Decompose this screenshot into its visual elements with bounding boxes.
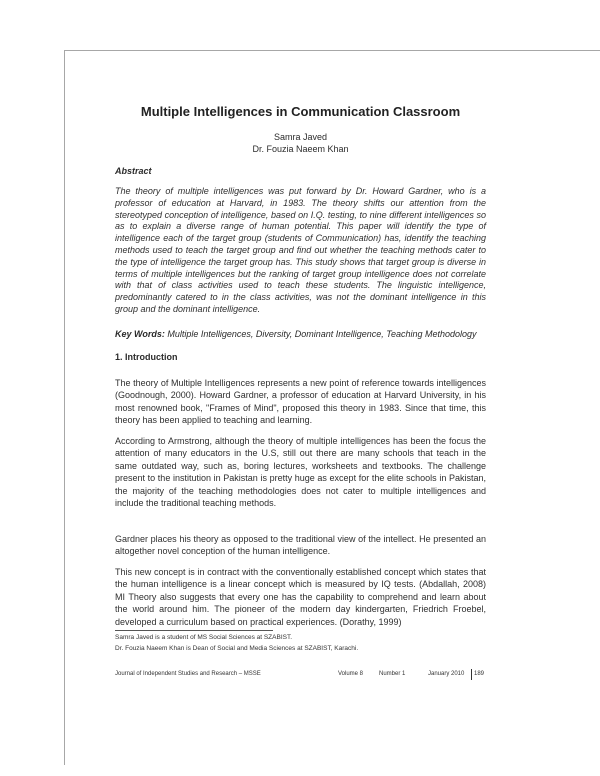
abstract-text: The theory of multiple intelligences was put forward by Dr. Howard Gardner, who is a professor of education at Harvard, in 1983. The theory shifts our attention from the stereotyped conception of intelligence, based on I.Q. testing, to nine different intelligences so as to explain a diverse range of human potential. This paper will identify the type of intelligence each of the target group (students of Communication) has, identify the teaching methods used to teach the target group and find out whether the teaching methods cater to the type of intelligence the target group has. This study shows that target group is diverse in terms of multiple intelligences but the ranking of target group intelligence does not correlate with that of class activities used to teach these students. The linguistic intelligence, predominantly catered to in the class activities, was not the dominant intelligence in this group and the dominant intelligence.: [115, 186, 486, 314]
footer-separator: [471, 669, 472, 680]
page-title: Multiple Intelligences in Communication Classroom: [140, 104, 461, 119]
footnote-rule: [115, 630, 273, 631]
author-name: Dr. Fouzia Naeem Khan: [252, 144, 349, 154]
paragraph: According to Armstrong, although the theory of multiple intelligences has been the focus the attention of many educators in the U.S, still out there are many schools that teach in the same outdated way, such as, boring lectures, worksheets and textbooks. The challenge present to the institution in Pakistan is pretty huge as except for the elite schools in Pakistan, the majority of the teaching methodologies does not cater to multiple intelligences and include the traditional teaching methods.: [115, 436, 486, 509]
author-name: Samra Javed: [273, 132, 328, 142]
author-list: [115, 131, 486, 155]
paragraph: Gardner places his theory as opposed to the traditional view of the intellect. He presented an altogether novel conception of the human intelligence.: [115, 534, 486, 557]
footer-volume: Volume 8: [338, 671, 364, 677]
footer-number: Number 1: [379, 671, 406, 677]
page-number: 189: [474, 671, 485, 677]
page-edge-top: [64, 50, 600, 51]
abstract-heading: Abstract: [115, 166, 152, 176]
footer-date: January 2010: [428, 671, 465, 677]
paragraph: This new concept is in contract with the conventionally established concept which states that the human intelligence is a linear concept which is measured by IQ tests. (Abdallah, 2008) MI Theory also suggests that every one has the capability to comprehend and learn about the world around him. The pioneer of the modern day kindergarten, Friedrich Froebel, developed a curriculum based on practical experiences. (Dorathy, 1999): [115, 567, 486, 627]
page-edge-left: [64, 50, 65, 765]
section-heading-introduction: 1. Introduction: [115, 352, 178, 362]
footnote: Dr. Fouzia Naeem Khan is Dean of Social and Media Sciences at SZABIST, Karachi.: [115, 644, 359, 652]
keywords: [115, 329, 486, 339]
footnotes: [115, 633, 486, 654]
paragraph: The theory of Multiple Intelligences represents a new point of reference towards intelligences (Goodnough, 2000). Howard Gardner, a professor of education at Harvard University, in his most renowned book, "Frames of Mind", proposed this theory in 1983. Since that time, this theory has been applied to teaching and learning.: [115, 378, 486, 426]
keywords-label: Key Words:: [115, 329, 165, 339]
footer-journal: Journal of Independent Studies and Research – MSSE: [115, 671, 261, 677]
footnote: Samra Javed is a student of MS Social Sciences at SZABIST.: [115, 634, 293, 641]
keywords-text: Multiple Intelligences, Diversity, Dominant Intelligence, Teaching Methodology: [167, 329, 477, 339]
